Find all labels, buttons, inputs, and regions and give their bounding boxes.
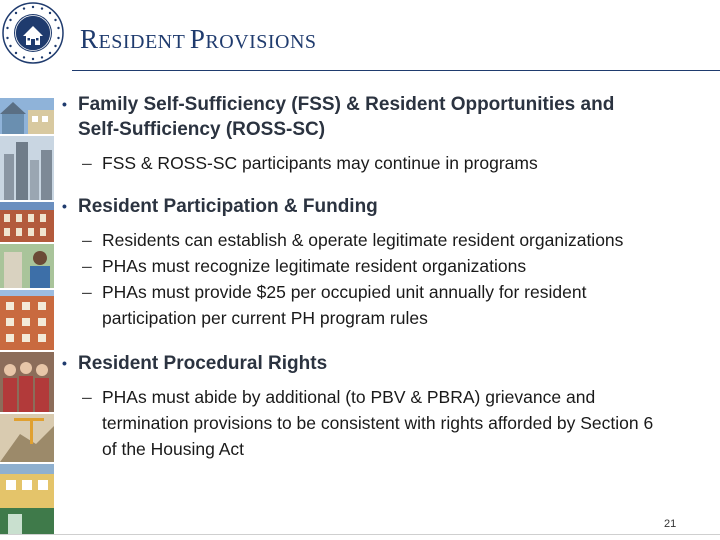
photo-rowhouses (0, 202, 54, 242)
photo-apartments (0, 290, 54, 350)
dash-glyph: – (82, 387, 92, 407)
bullet-procedural-rights (62, 351, 672, 376)
sub-item-text: Residents can establish & operate legitimate resident organizations (102, 230, 624, 250)
bullet-heading-line: Family Self-Sufficiency (FSS) & Resident Opportunities and (78, 94, 615, 115)
photo-construction (0, 414, 54, 462)
bullet-heading-line: Self-Sufficiency (ROSS-SC) (78, 119, 326, 140)
photo-people (0, 244, 54, 288)
dash-glyph: – (82, 282, 92, 302)
photo-storefront (0, 464, 54, 534)
hud-seal-logo (2, 2, 64, 64)
sub-item (62, 227, 672, 253)
title-divider (72, 70, 720, 71)
sub-item (62, 279, 672, 331)
bullet-glyph: • (62, 96, 67, 112)
page-number: 21 (664, 518, 677, 530)
bullet-heading-line: Resident Participation & Funding (78, 196, 378, 217)
bullet-glyph: • (62, 198, 67, 214)
bullet-heading-line: Resident Procedural Rights (78, 353, 328, 374)
photo-group (0, 352, 54, 412)
sub-item-text: FSS & ROSS-SC participants may continue in programs (102, 153, 538, 173)
sub-item (62, 253, 672, 279)
dash-glyph: – (82, 153, 92, 173)
sub-item-text: PHAs must recognize legitimate resident organizations (102, 256, 527, 276)
bullet-fss-ross (62, 92, 672, 142)
photo-houses (0, 98, 54, 134)
photo-strip (0, 98, 54, 534)
footer-divider (0, 534, 720, 535)
sub-item-text: PHAs must abide by additional (to PBV & PBRA) grievance and termination provisions to be consistent with rights afforded by Section 6 of the Housing Act (102, 387, 654, 459)
slide-content (62, 92, 672, 462)
photo-skyline (0, 136, 54, 200)
page-title: RESIDENT PROVISIONS (80, 24, 317, 54)
dash-glyph: – (82, 256, 92, 276)
dash-glyph: – (82, 230, 92, 250)
sub-item (62, 384, 672, 462)
bullet-resident-participation (62, 194, 672, 219)
sub-item (62, 150, 672, 176)
bullet-glyph: • (62, 355, 67, 371)
sub-item-text: PHAs must provide $25 per occupied unit annually for resident participation per current PH program rules (102, 282, 587, 328)
